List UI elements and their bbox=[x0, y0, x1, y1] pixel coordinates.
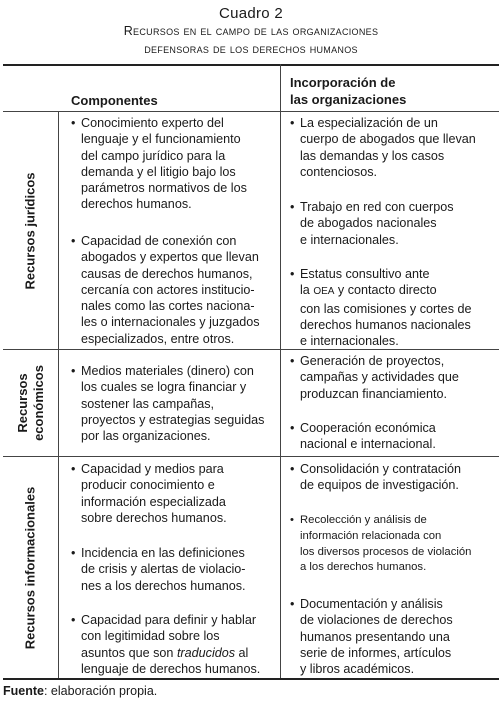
section-label-juridicos-text: Recursos jurídicos bbox=[22, 171, 38, 290]
table-title-line1: Recursos en el campo de las organizaciones bbox=[123, 24, 379, 38]
section-rule-2 bbox=[3, 456, 499, 457]
section-label-informacionales bbox=[3, 457, 58, 678]
header-incorporation-line2: las organizaciones bbox=[290, 92, 407, 107]
top-rule bbox=[3, 64, 499, 66]
informacionales-incorporation-3: • Documentación y análisis de violaciones de derechos humanos presentando una serie de informes, artículos y libros académicos. bbox=[290, 597, 453, 677]
juridicos-incorporation-2: • Trabajo en red con cuerpos de abogados nacionales e internacionales. bbox=[290, 200, 454, 247]
table-number: Cuadro 2 bbox=[218, 5, 284, 22]
informacionales-component-2: • Incidencia en las definiciones de crisis y alertas de violacio- nes a los derechos humanos. bbox=[71, 546, 246, 593]
bottom-rule bbox=[3, 678, 499, 680]
juridicos-component-2: • Capacidad de conexión con abogados y expertos que llevan causas de derechos humanos, cercanía con actores institucio- nales como las cortes naciona- les o internacionales y juzgados especializados, entre otros. bbox=[71, 234, 260, 346]
section-label-economicos-text: Recursos económicos bbox=[14, 365, 46, 441]
middle-column-divider bbox=[280, 64, 281, 678]
header-incorporation-line1: Incorporación de bbox=[290, 75, 396, 90]
informacionales-incorporation-2: • Recolección y análisis de información relacionada con los diversos procesos de violación a los derechos humanos. bbox=[290, 514, 472, 574]
juridicos-incorporation-3: • Estatus consultivo ante la OEA y contacto directo con las comisiones y cortes de derechos humanos nacionales e internacionales. bbox=[290, 267, 472, 349]
economicos-incorporation-2: • Cooperación económica nacional e internacional. bbox=[290, 421, 436, 452]
section-label-informacionales-text: Recursos informacionales bbox=[22, 486, 38, 649]
informacionales-component-3: • Capacidad para definir y hablar con legitimidad sobre los asuntos que son traducidos al lenguaje de derechos humanos. bbox=[71, 613, 261, 676]
section-label-juridicos bbox=[3, 112, 58, 349]
header-rule bbox=[3, 111, 499, 112]
informacionales-incorporation-1: • Consolidación y contratación de equipos de investigación. bbox=[290, 462, 462, 493]
source-label: Fuente bbox=[3, 684, 44, 698]
source-note bbox=[3, 684, 157, 698]
table-title-line2: defensoras de los derechos humanos bbox=[144, 42, 358, 56]
juridicos-component-1: • Conocimiento experto del lenguaje y el funcionamiento del campo jurídico para la demanda y el litigio bajo los parámetros normativos de los derechos humanos. bbox=[71, 116, 247, 212]
section-label-economicos bbox=[3, 350, 58, 456]
informacionales-component-1: • Capacidad y medios para producir conocimiento e información especializada sobre derechos humanos. bbox=[71, 462, 227, 525]
header-components: Componentes bbox=[71, 93, 158, 108]
label-column-divider bbox=[58, 112, 59, 678]
juridicos-incorporation-1: • La especialización de un cuerpo de abogados que llevan las demandas y los casos contenciosos. bbox=[290, 116, 476, 179]
source-text: : elaboración propia. bbox=[43, 684, 158, 698]
economicos-incorporation-1: • Generación de proyectos, campañas y actividades que produzcan financiamiento. bbox=[290, 354, 459, 401]
economicos-component-1: • Medios materiales (dinero) con los cuales se logra financiar y sostener las campañas, proyectos y estrategias seguidas por las organizaciones. bbox=[71, 364, 265, 444]
